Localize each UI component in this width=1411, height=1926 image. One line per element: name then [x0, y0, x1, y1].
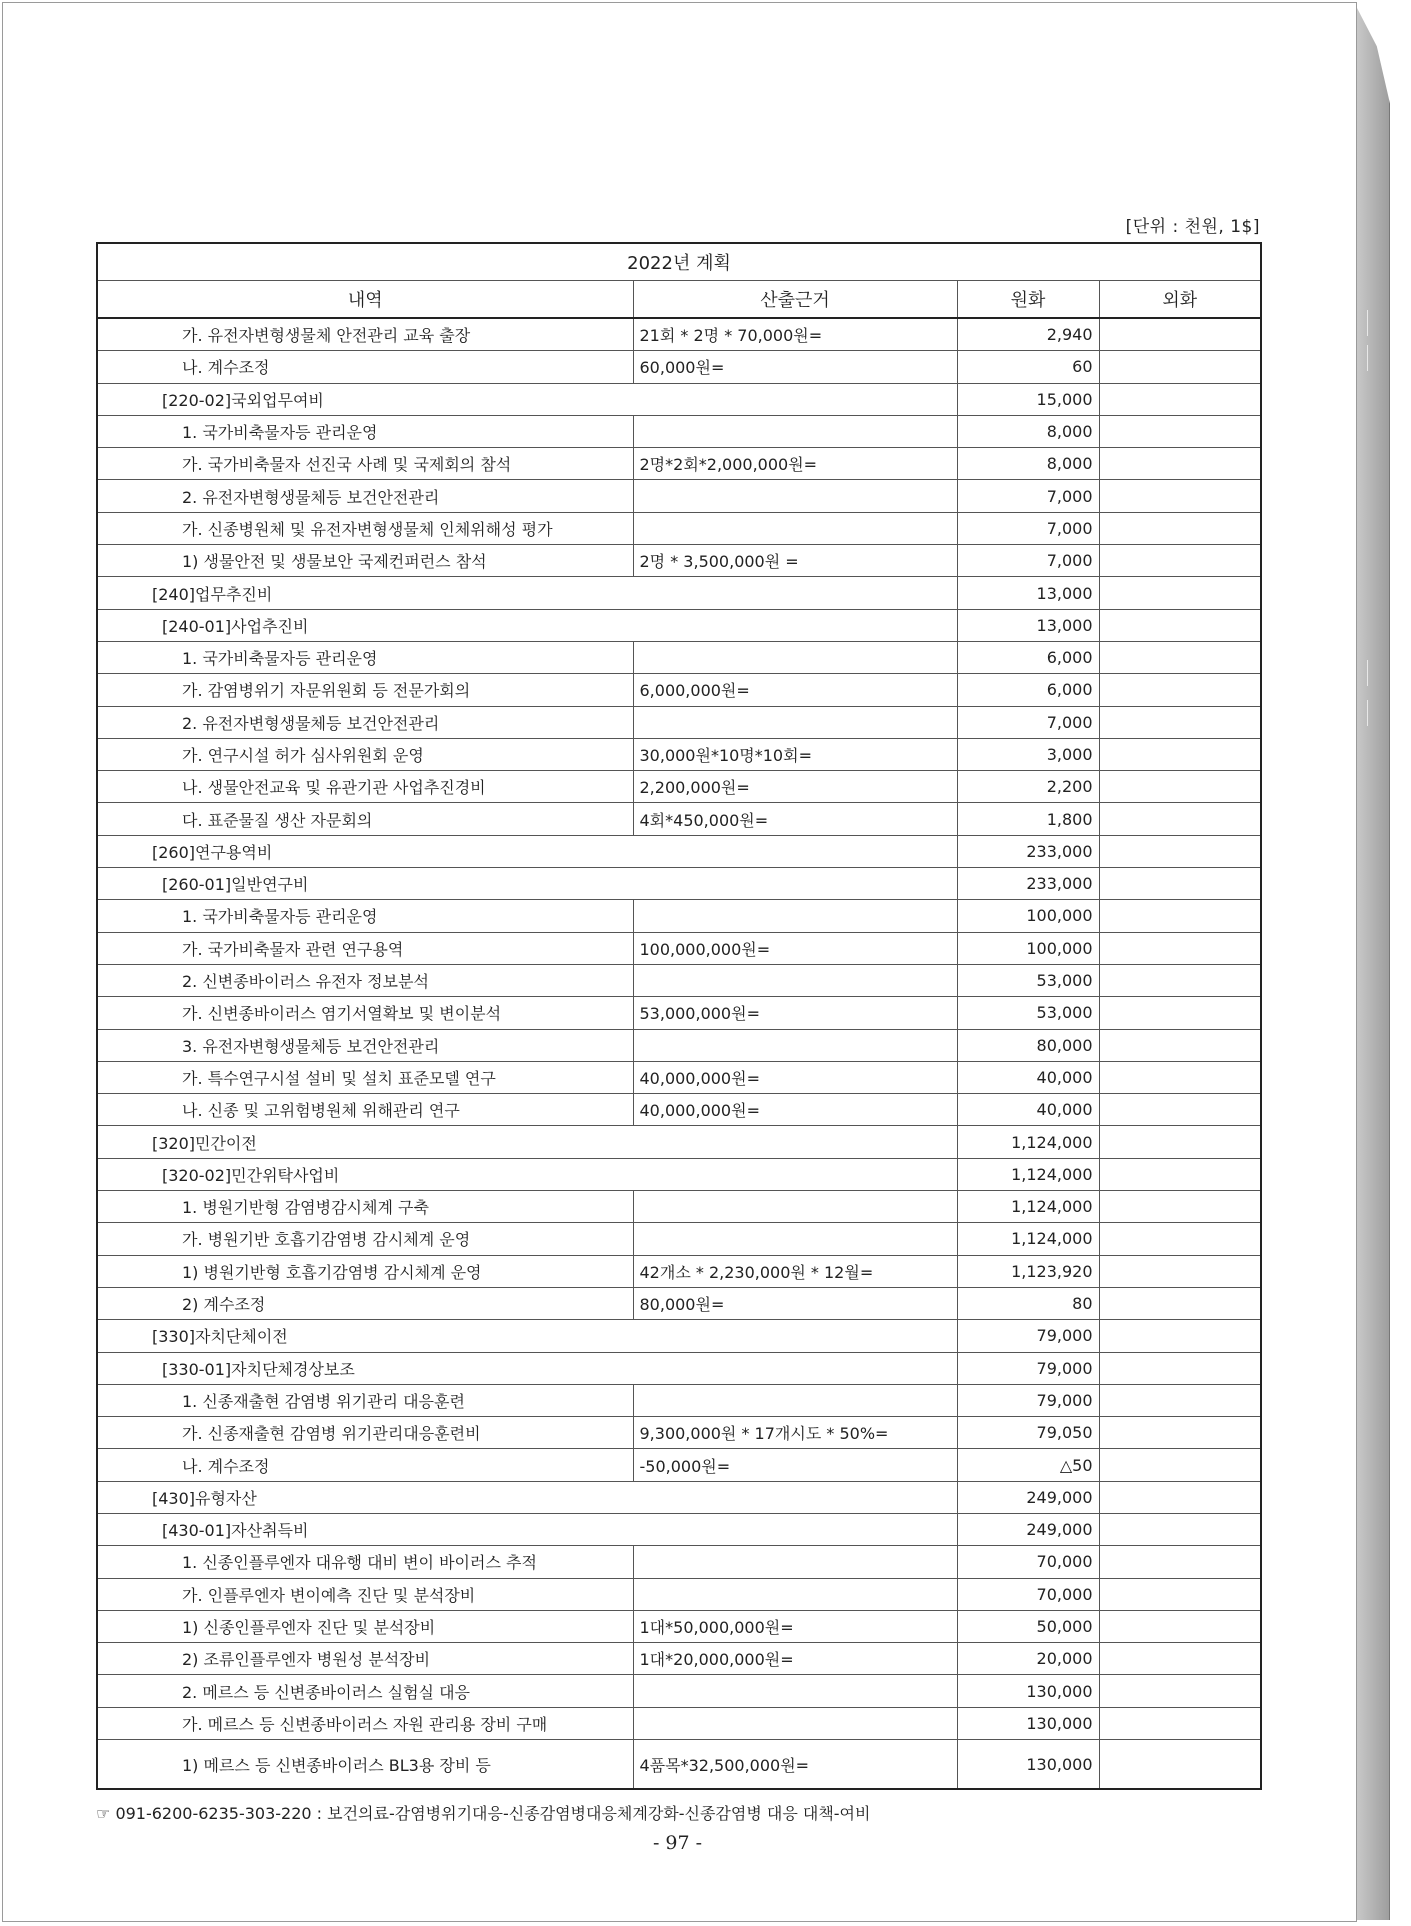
table-row [97, 835, 1261, 867]
row-item: 가. 연구시설 허가 심사위원회 운영 [97, 738, 633, 770]
row-krw: 1,800 [957, 803, 1099, 835]
pointing-hand-icon: ☞ [96, 1804, 111, 1823]
row-krw: 40,000 [957, 1061, 1099, 1093]
row-item: 1) 병원기반형 호흡기감염병 감시체계 운영 [97, 1255, 633, 1287]
table-row [97, 1029, 1261, 1061]
row-item: [430]유형자산 [97, 1481, 957, 1513]
row-basis: 1대*50,000,000원= [633, 1610, 957, 1642]
table-row [97, 1417, 1261, 1449]
row-krw: 233,000 [957, 868, 1099, 900]
row-item: 1. 신종인플루엔자 대유행 대비 변이 바이러스 추적 [97, 1546, 633, 1578]
row-basis [633, 706, 957, 738]
row-basis [633, 512, 957, 544]
table-row [97, 512, 1261, 544]
row-krw: 130,000 [957, 1675, 1099, 1707]
row-fx [1099, 1158, 1261, 1190]
table-row [97, 383, 1261, 415]
row-fx [1099, 738, 1261, 770]
row-basis [633, 1675, 957, 1707]
row-fx [1099, 997, 1261, 1029]
row-krw: 7,000 [957, 512, 1099, 544]
row-fx [1099, 1481, 1261, 1513]
row-item: 다. 표준물질 생산 자문회의 [97, 803, 633, 835]
row-basis: 30,000원*10명*10회= [633, 738, 957, 770]
row-item: 2. 신변종바이러스 유전자 정보분석 [97, 964, 633, 996]
row-item: 가. 감염병위기 자문위원회 등 전문가회의 [97, 674, 633, 706]
row-item: 2. 메르스 등 신변종바이러스 실험실 대응 [97, 1675, 633, 1707]
table-row [97, 771, 1261, 803]
row-krw: 1,124,000 [957, 1158, 1099, 1190]
col-header-krw: 원화 [957, 281, 1099, 319]
row-fx [1099, 932, 1261, 964]
edge-mark [1367, 700, 1368, 726]
table-row [97, 577, 1261, 609]
table-row [97, 1740, 1261, 1790]
row-krw: 233,000 [957, 835, 1099, 867]
row-item: 2. 유전자변형생물체등 보건안전관리 [97, 706, 633, 738]
row-krw: 2,200 [957, 771, 1099, 803]
table-row [97, 900, 1261, 932]
table-row [97, 1191, 1261, 1223]
row-krw: 100,000 [957, 900, 1099, 932]
row-krw: 130,000 [957, 1707, 1099, 1739]
row-krw: 79,000 [957, 1384, 1099, 1416]
row-basis [633, 480, 957, 512]
row-item: [330]자치단체이전 [97, 1320, 957, 1352]
row-item: 가. 인플루엔자 변이예측 진단 및 분석장비 [97, 1578, 633, 1610]
row-item: 가. 유전자변형생물체 안전관리 교육 출장 [97, 318, 633, 351]
row-item: [320]민간이전 [97, 1126, 957, 1158]
row-item: 가. 국가비축물자 관련 연구용역 [97, 932, 633, 964]
row-basis: 2,200,000원= [633, 771, 957, 803]
row-item: 1. 병원기반형 감염병감시체계 구축 [97, 1191, 633, 1223]
table-row [97, 997, 1261, 1029]
row-krw: 13,000 [957, 609, 1099, 641]
row-fx [1099, 803, 1261, 835]
row-item: 나. 계수조정 [97, 1449, 633, 1481]
row-krw: 79,000 [957, 1352, 1099, 1384]
row-basis: 53,000,000원= [633, 997, 957, 1029]
col-header-basis: 산출근거 [633, 281, 957, 319]
col-header-item: 내역 [97, 281, 633, 319]
table-row [97, 641, 1261, 673]
row-item: [320-02]민간위탁사업비 [97, 1158, 957, 1190]
row-item: 2. 유전자변형생물체등 보건안전관리 [97, 480, 633, 512]
row-krw: 249,000 [957, 1513, 1099, 1545]
row-krw: 249,000 [957, 1481, 1099, 1513]
table-row [97, 674, 1261, 706]
row-fx [1099, 1610, 1261, 1642]
row-item: 가. 특수연구시설 설비 및 설치 표준모델 연구 [97, 1061, 633, 1093]
row-item: 나. 신종 및 고위험병원체 위해관리 연구 [97, 1094, 633, 1126]
row-fx [1099, 1513, 1261, 1545]
row-krw: 79,050 [957, 1417, 1099, 1449]
table-row [97, 480, 1261, 512]
row-krw: 7,000 [957, 706, 1099, 738]
row-krw: 53,000 [957, 997, 1099, 1029]
page-number: - 97 - [652, 1832, 703, 1854]
table-row [97, 1610, 1261, 1642]
row-item: [330-01]자치단체경상보조 [97, 1352, 957, 1384]
row-krw: 53,000 [957, 964, 1099, 996]
row-fx [1099, 1707, 1261, 1739]
row-fx [1099, 351, 1261, 383]
row-fx [1099, 609, 1261, 641]
row-item: [260-01]일반연구비 [97, 868, 957, 900]
row-item: 가. 신종재출현 감염병 위기관리대응훈련비 [97, 1417, 633, 1449]
row-fx [1099, 1384, 1261, 1416]
table-row [97, 1061, 1261, 1093]
row-basis [633, 1191, 957, 1223]
row-basis: 42개소 * 2,230,000원 * 12월= [633, 1255, 957, 1287]
row-fx [1099, 1287, 1261, 1319]
row-fx [1099, 771, 1261, 803]
row-fx [1099, 900, 1261, 932]
row-basis: 40,000,000원= [633, 1094, 957, 1126]
row-basis: 60,000원= [633, 351, 957, 383]
row-fx [1099, 1029, 1261, 1061]
table-row [97, 351, 1261, 383]
edge-mark [1367, 345, 1368, 371]
budget-table [96, 242, 1262, 1790]
row-fx [1099, 318, 1261, 351]
table-row [97, 448, 1261, 480]
table-row [97, 964, 1261, 996]
row-item: 1) 메르스 등 신변종바이러스 BL3용 장비 등 [97, 1740, 633, 1790]
table-row [97, 1223, 1261, 1255]
row-fx [1099, 964, 1261, 996]
table-row [97, 706, 1261, 738]
row-basis: 21회 * 2명 * 70,000원= [633, 318, 957, 351]
row-basis [633, 1384, 957, 1416]
row-fx [1099, 1417, 1261, 1449]
row-krw: 1,124,000 [957, 1223, 1099, 1255]
row-fx [1099, 1643, 1261, 1675]
row-item: [240]업무추진비 [97, 577, 957, 609]
table-body [97, 318, 1261, 1789]
row-item: 1. 국가비축물자등 관리운영 [97, 415, 633, 447]
row-item: 가. 병원기반 호흡기감염병 감시체계 운영 [97, 1223, 633, 1255]
row-item: [220-02]국외업무여비 [97, 383, 957, 415]
table-row [97, 1481, 1261, 1513]
row-basis: 100,000,000원= [633, 932, 957, 964]
row-item: 가. 신종병원체 및 유전자변형생물체 인체위해성 평가 [97, 512, 633, 544]
row-basis: 80,000원= [633, 1287, 957, 1319]
table-row [97, 1255, 1261, 1287]
row-fx [1099, 1126, 1261, 1158]
footer-note [96, 1801, 870, 1824]
row-fx [1099, 1352, 1261, 1384]
table-row [97, 1320, 1261, 1352]
table-row [97, 1675, 1261, 1707]
row-item: [260]연구용역비 [97, 835, 957, 867]
table-row [97, 609, 1261, 641]
row-basis [633, 1578, 957, 1610]
row-krw: 20,000 [957, 1643, 1099, 1675]
row-krw: 1,124,000 [957, 1126, 1099, 1158]
footer-text: 091-6200-6235-303-220 : 보건의료-감염병위기대응-신종감염병대응체계강화-신종감염병 대응 대책-여비 [115, 1804, 871, 1823]
edge-mark [1367, 310, 1368, 336]
row-basis: -50,000원= [633, 1449, 957, 1481]
row-krw: 80,000 [957, 1029, 1099, 1061]
row-krw: △50 [957, 1449, 1099, 1481]
row-basis [633, 1707, 957, 1739]
row-krw: 2,940 [957, 318, 1099, 351]
table-row [97, 1707, 1261, 1739]
row-item: 나. 생물안전교육 및 유관기관 사업추진경비 [97, 771, 633, 803]
row-item: 나. 계수조정 [97, 351, 633, 383]
row-item: 1. 국가비축물자등 관리운영 [97, 900, 633, 932]
row-krw: 60 [957, 351, 1099, 383]
row-item: 가. 국가비축물자 선진국 사례 및 국제회의 참석 [97, 448, 633, 480]
table-row [97, 868, 1261, 900]
table-row [97, 1546, 1261, 1578]
row-fx [1099, 448, 1261, 480]
row-krw: 7,000 [957, 480, 1099, 512]
table-row [97, 1287, 1261, 1319]
row-item: 가. 신변종바이러스 염기서열확보 및 변이분석 [97, 997, 633, 1029]
row-fx [1099, 1740, 1261, 1790]
row-fx [1099, 545, 1261, 577]
row-item: [240-01]사업추진비 [97, 609, 957, 641]
table-row [97, 1449, 1261, 1481]
row-fx [1099, 383, 1261, 415]
row-basis: 4회*450,000원= [633, 803, 957, 835]
row-item: 2) 조류인플루엔자 병원성 분석장비 [97, 1643, 633, 1675]
col-header-fx: 외화 [1099, 281, 1261, 319]
row-krw: 7,000 [957, 545, 1099, 577]
row-item: 1. 신종재출현 감염병 위기관리 대응훈련 [97, 1384, 633, 1416]
row-krw: 13,000 [957, 577, 1099, 609]
row-fx [1099, 1223, 1261, 1255]
row-fx [1099, 1546, 1261, 1578]
row-item: 1) 신종인플루엔자 진단 및 분석장비 [97, 1610, 633, 1642]
row-item: [430-01]자산취득비 [97, 1513, 957, 1545]
row-krw: 100,000 [957, 932, 1099, 964]
row-krw: 70,000 [957, 1546, 1099, 1578]
row-krw: 79,000 [957, 1320, 1099, 1352]
row-krw: 6,000 [957, 674, 1099, 706]
row-fx [1099, 1449, 1261, 1481]
row-basis: 40,000,000원= [633, 1061, 957, 1093]
row-fx [1099, 1094, 1261, 1126]
row-basis [633, 1029, 957, 1061]
row-fx [1099, 1578, 1261, 1610]
unit-label: [단위 : 천원, 1$] [1125, 217, 1260, 237]
row-fx [1099, 1255, 1261, 1287]
row-basis: 1대*20,000,000원= [633, 1643, 957, 1675]
row-krw: 130,000 [957, 1740, 1099, 1790]
row-item: 1) 생물안전 및 생물보안 국제컨퍼런스 참석 [97, 545, 633, 577]
table-row [97, 1126, 1261, 1158]
row-basis: 9,300,000원 * 17개시도 * 50%= [633, 1417, 957, 1449]
row-basis: 4품목*32,500,000원= [633, 1740, 957, 1790]
row-basis: 2명 * 3,500,000원 = [633, 545, 957, 577]
row-fx [1099, 835, 1261, 867]
row-fx [1099, 577, 1261, 609]
row-fx [1099, 415, 1261, 447]
row-basis [633, 1546, 957, 1578]
row-item: 2) 계수조정 [97, 1287, 633, 1319]
row-fx [1099, 1320, 1261, 1352]
row-fx [1099, 1675, 1261, 1707]
row-krw: 1,124,000 [957, 1191, 1099, 1223]
row-fx [1099, 1191, 1261, 1223]
table-row [97, 1384, 1261, 1416]
row-krw: 8,000 [957, 415, 1099, 447]
row-basis [633, 900, 957, 932]
row-krw: 6,000 [957, 641, 1099, 673]
table-title: 2022년 계획 [97, 243, 1261, 281]
row-item: 3. 유전자변형생물체등 보건안전관리 [97, 1029, 633, 1061]
row-krw: 15,000 [957, 383, 1099, 415]
table-row [97, 545, 1261, 577]
table-row [97, 318, 1261, 351]
row-fx [1099, 868, 1261, 900]
row-fx [1099, 480, 1261, 512]
table-row [97, 738, 1261, 770]
table-row [97, 1094, 1261, 1126]
table-row [97, 1578, 1261, 1610]
row-krw: 40,000 [957, 1094, 1099, 1126]
row-basis [633, 1223, 957, 1255]
row-krw: 1,123,920 [957, 1255, 1099, 1287]
row-item: 가. 메르스 등 신변종바이러스 자원 관리용 장비 구매 [97, 1707, 633, 1739]
row-fx [1099, 641, 1261, 673]
row-krw: 80 [957, 1287, 1099, 1319]
row-krw: 3,000 [957, 738, 1099, 770]
table-row [97, 932, 1261, 964]
table-row [97, 1352, 1261, 1384]
row-fx [1099, 512, 1261, 544]
row-krw: 50,000 [957, 1610, 1099, 1642]
row-basis [633, 641, 957, 673]
row-basis [633, 415, 957, 447]
row-fx [1099, 706, 1261, 738]
row-krw: 70,000 [957, 1578, 1099, 1610]
row-krw: 8,000 [957, 448, 1099, 480]
table-row [97, 1513, 1261, 1545]
row-basis: 6,000,000원= [633, 674, 957, 706]
row-fx [1099, 1061, 1261, 1093]
table-row [97, 1158, 1261, 1190]
page-stack-edge [1357, 8, 1390, 1920]
row-fx [1099, 674, 1261, 706]
table-row [97, 415, 1261, 447]
row-basis: 2명*2회*2,000,000원= [633, 448, 957, 480]
table-row [97, 803, 1261, 835]
edge-mark [1367, 660, 1368, 686]
table-row [97, 1643, 1261, 1675]
row-item: 1. 국가비축물자등 관리운영 [97, 641, 633, 673]
row-basis [633, 964, 957, 996]
